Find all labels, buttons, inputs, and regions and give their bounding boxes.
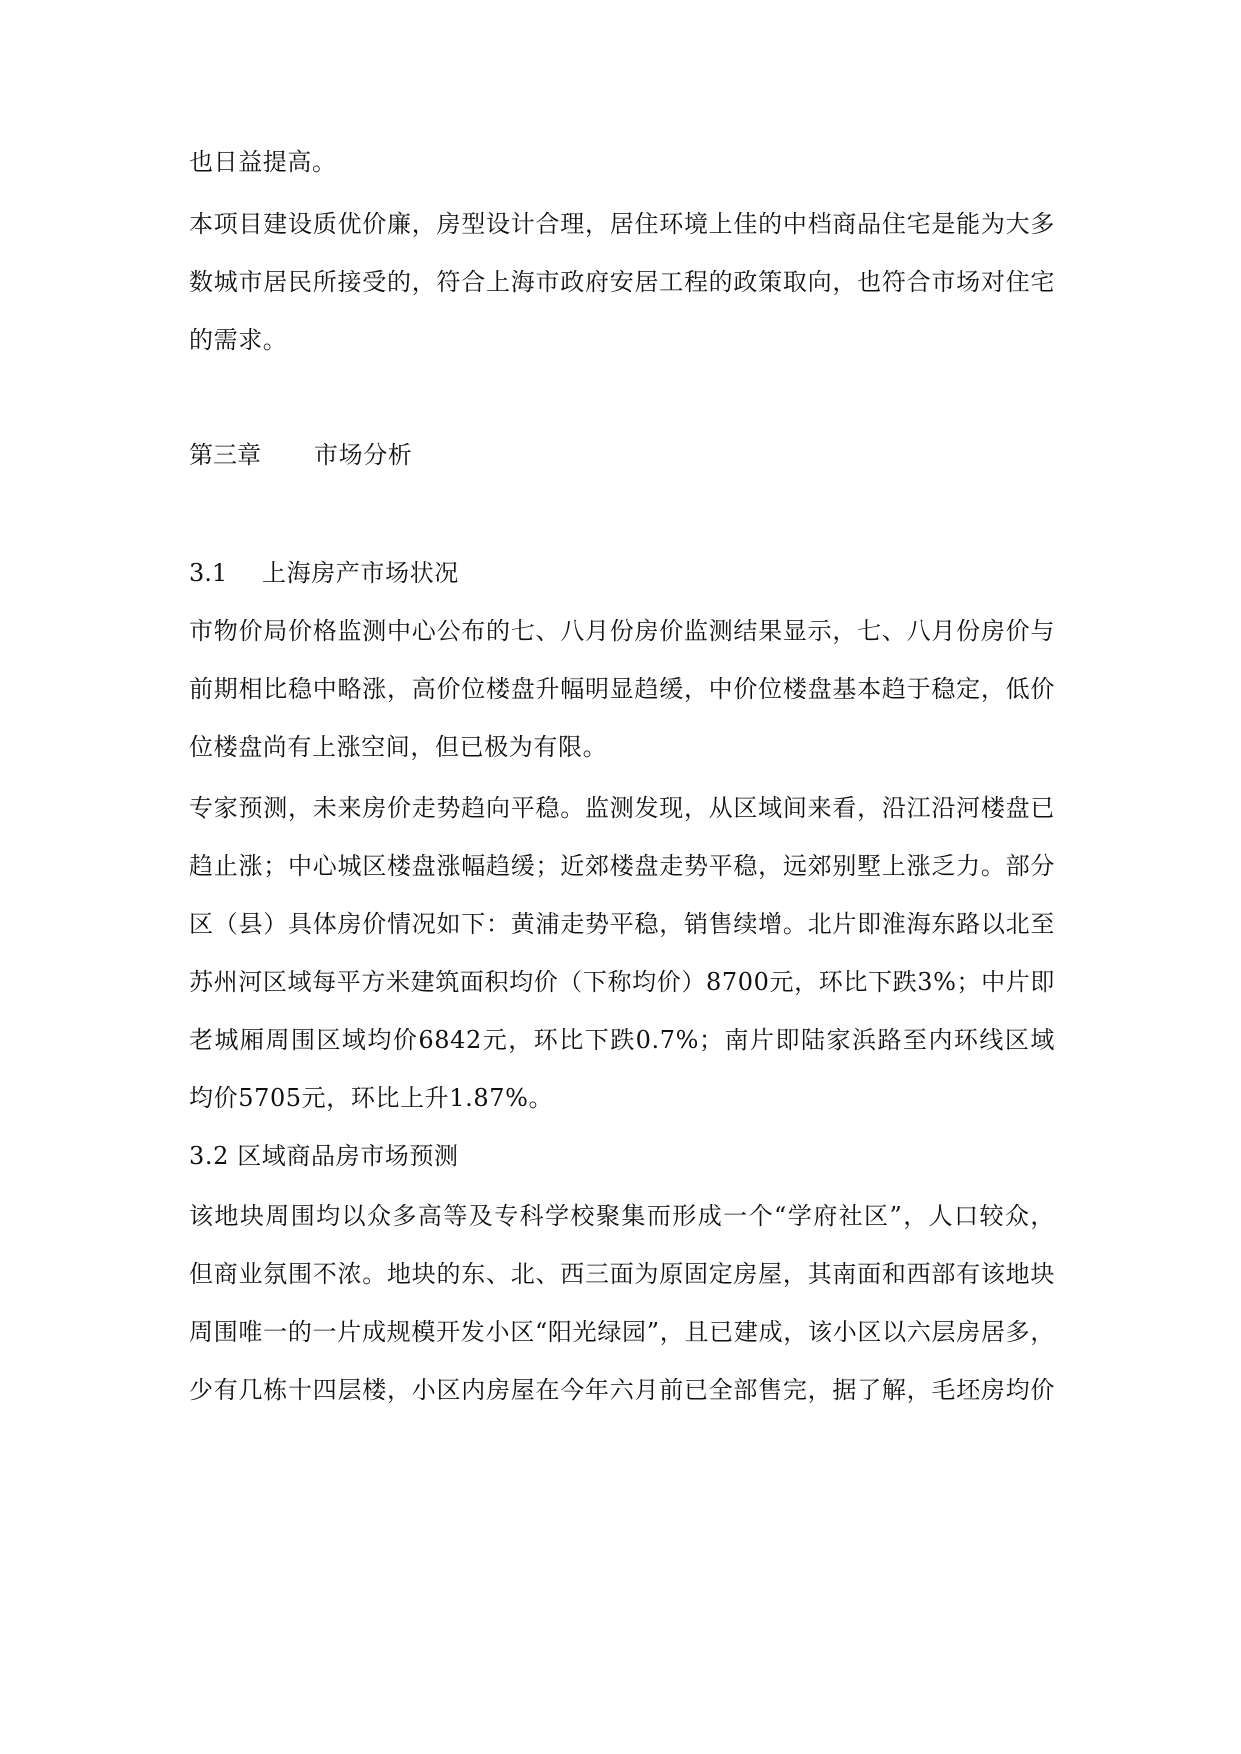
paragraph-line: 前期相比稳中略涨，高价位楼盘升幅明显趋缓，中价位楼盘基本趋于稳定，低价 (189, 675, 1055, 703)
paragraph-line: 均价5705元，环比上升1.87%。 (189, 1084, 554, 1112)
chapter-title: 市场分析 (314, 441, 413, 469)
paragraph-line: 该地块周围均以众多高等及专科学校聚集而形成一个“学府社区”，人口较众， (189, 1202, 1055, 1230)
paragraph-line: 市物价局价格监测中心公布的七、八月份房价监测结果显示，七、八月份房价与 (189, 617, 1055, 645)
paragraph-line: 但商业氛围不浓。地块的东、北、西三面为原固定房屋，其南面和西部有该地块 (189, 1260, 1055, 1288)
paragraph-line: 少有几栋十四层楼，小区内房屋在今年六月前已全部售完，据了解，毛坯房均价 (189, 1376, 1055, 1404)
paragraph-line: 位楼盘尚有上涨空间，但已极为有限。 (189, 733, 608, 761)
paragraph-line: 也日益提高。 (189, 148, 337, 176)
paragraph-line: 本项目建设质优价廉，房型设计合理，居住环境上佳的中档商品住宅是能为大多 (189, 210, 1055, 238)
paragraph-line: 趋止涨；中心城区楼盘涨幅趋缓；近郊楼盘走势平稳，远郊别墅上涨乏力。部分 (189, 852, 1055, 880)
section-title: 上海房产市场状况 (262, 559, 459, 587)
section-number: 3.1 (189, 559, 228, 587)
paragraph-line: 区（县）具体房价情况如下：黄浦走势平稳，销售续增。北片即淮海东路以北至 (189, 910, 1055, 938)
section-heading-3-2: 3.2 区域商品房市场预测 (189, 1142, 459, 1170)
paragraph-line: 苏州河区域每平方米建筑面积均价（下称均价）8700元，环比下跌3%；中片即 (189, 968, 1055, 996)
paragraph-line: 老城厢周围区域均价6842元，环比下跌0.7%；南片即陆家浜路至内环线区域 (189, 1026, 1055, 1054)
paragraph-line: 的需求。 (189, 326, 288, 354)
paragraph-line: 周围唯一的一片成规模开发小区“阳光绿园”，且已建成，该小区以六层房居多， (189, 1318, 1055, 1346)
chapter-number: 第三章 (189, 441, 261, 469)
paragraph-line: 数城市居民所接受的，符合上海市政府安居工程的政策取向，也符合市场对住宅 (189, 268, 1055, 296)
paragraph-line: 专家预测，未来房价走势趋向平稳。监测发现，从区域间来看，沿江沿河楼盘已 (189, 794, 1055, 822)
